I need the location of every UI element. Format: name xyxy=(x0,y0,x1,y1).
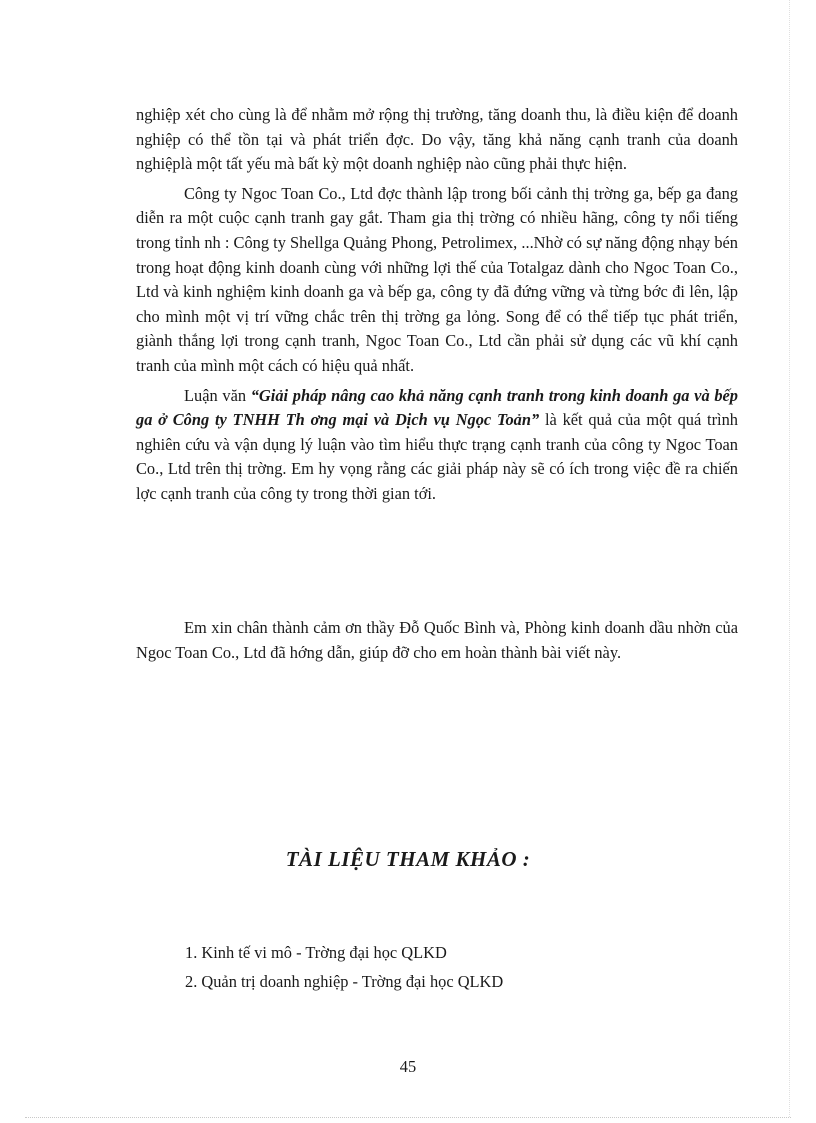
reference-item: 2. Quản trị doanh nghiệp - Trờng đại học QLKD xyxy=(185,972,504,991)
page-right-divider xyxy=(789,0,790,1117)
thesis-intro-lead: Luận văn xyxy=(184,385,251,405)
main-text-block xyxy=(136,103,738,512)
paragraph-company-context: Công ty Ngoc Toan Co., Ltd đợc thành lập trong bối cảnh thị trờng ga, bếp ga đang diễn ra một cuộc cạnh tranh gay gắt. Tham gia thị trờng có nhiều hãng, công ty nổi tiếng trong tỉnh nh : Công ty Shellga Quảng Phong, Petrolimex, ...Nhờ có sự năng động nhạy bén trong hoạt động kinh doanh cùng với những lợi thế của Totalgaz dành cho Ngoc Toan Co., Ltd và kinh nghiệm kinh doanh ga và bếp ga, công ty đã đứng vững và từng bớc đi lên, lập cho mình một vị trí vững chắc trên thị trờng ga lỏng. Song để có thể tiếp tục phát triển, giành thắng lợi trong cạnh tranh, Ngoc Toan Co., Ltd cần phải sử dụng các vũ khí cạnh tranh của mình một cách có hiệu quả nhất. xyxy=(136,183,738,375)
page-bottom-divider xyxy=(25,1117,791,1118)
paragraph-thesis-intro xyxy=(136,384,738,507)
paragraph-acknowledgement: Em xin chân thành cảm ơn thầy Đỗ Quốc Bình và, Phòng kinh doanh dầu nhờn của Ngoc Toan Co., Ltd đã hớng dẫn, giúp đỡ cho em hoàn thành bài viết này. xyxy=(136,618,738,662)
reference-item: 1. Kinh tế vi mô - Trờng đại học QLKD xyxy=(185,943,447,962)
acknowledgement-block xyxy=(136,616,738,670)
thesis-title: “Giải pháp nâng cao khả năng cạnh tranh trong kinh doanh ga và bếp ga ở Công ty TNHH Th ơng mại và Dịch vụ Ngọc Toản” xyxy=(136,385,738,430)
references-list xyxy=(185,938,503,996)
thesis-intro-rest: là kết quả của một quá trình nghiên cứu và vận dụng lý luận vào tìm hiểu thực trạng cạnh tranh của công ty Ngoc Toan Co., Ltd trên thị trờng. Em hy vọng rằng các giải pháp này sẽ có ích trong việc đề ra chiến lợc cạnh tranh của công ty trong thời gian tới. xyxy=(136,410,738,503)
paragraph-continuation: nghiệp xét cho cùng là để nhằm mở rộng thị trường, tăng doanh thu, là điều kiện để doanh nghiệp có thể tồn tại và phát triển đợc. Do vậy, tăng khả năng cạnh tranh của doanh nghiệplà một tất yếu mà bất kỳ một doanh nghiệp nào cũng phải thực hiện. xyxy=(136,105,738,174)
page-number: 45 xyxy=(399,1057,417,1076)
references-heading: TÀI LIỆU THAM KHẢO : xyxy=(285,847,531,871)
